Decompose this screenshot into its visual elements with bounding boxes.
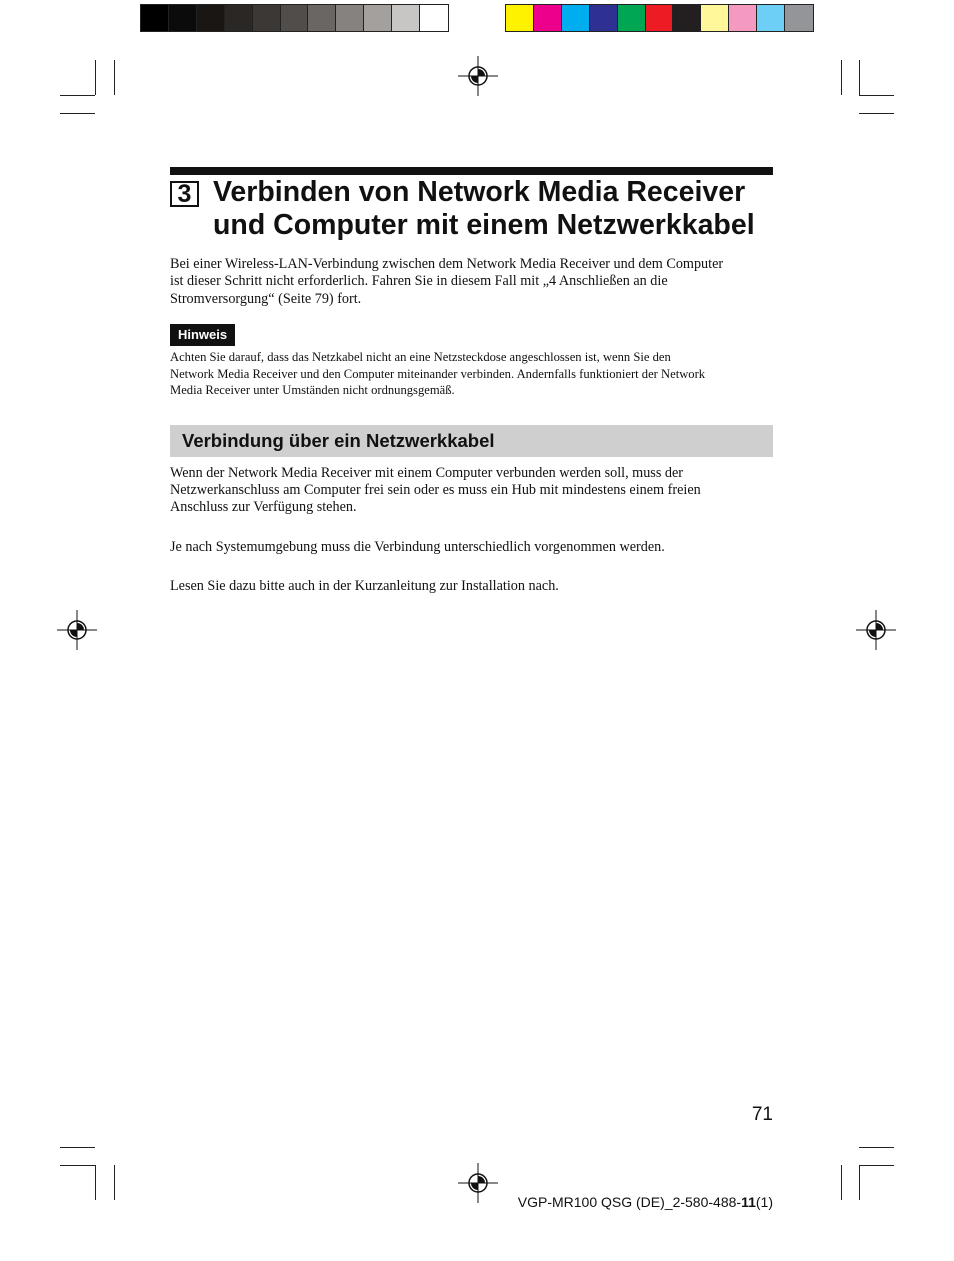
intro-line: ist dieser Schritt nicht erforderlich. Fahren Sie in diesem Fall mit „4 Anschließen an die	[170, 273, 668, 289]
grayscale-swatch	[364, 5, 392, 31]
grayscale-swatch	[392, 5, 420, 31]
grayscale-swatch	[281, 5, 309, 31]
footer-code-suffix: (1)	[755, 1194, 773, 1210]
intro-line: Bei einer Wireless-LAN-Verbindung zwischen dem Network Media Receiver und dem Computer	[170, 256, 724, 272]
color-swatch	[506, 5, 534, 31]
footer-document-code	[480, 1193, 773, 1211]
color-swatch	[701, 5, 729, 31]
footer-code-prefix: VGP-MR100 QSG (DE)_2-580-488-	[517, 1194, 742, 1210]
title-rule	[170, 167, 773, 175]
paragraph-line: Anschluss zur Verfügung stehen.	[170, 499, 357, 515]
title-line: Verbinden von Network Media Receiver	[213, 176, 746, 208]
color-calibration-bar	[505, 4, 814, 32]
grayscale-swatch	[141, 5, 169, 31]
section-paragraph-3: Lesen Sie dazu bitte auch in der Kurzanleitung zur Installation nach.	[170, 578, 559, 594]
note-line: Achten Sie darauf, dass das Netzkabel nicht an eine Netzsteckdose angeschlossen ist, wenn Sie den	[170, 350, 671, 364]
color-swatch	[534, 5, 562, 31]
grayscale-swatch	[253, 5, 281, 31]
note-line: Network Media Receiver und den Computer miteinander verbinden. Andernfalls funktioniert der Network	[170, 366, 706, 381]
grayscale-swatch	[169, 5, 197, 31]
color-swatch	[646, 5, 674, 31]
title-line: und Computer mit einem Netzwerkkabel	[213, 209, 755, 241]
grayscale-swatch	[225, 5, 253, 31]
step-number-box: 3	[170, 181, 199, 207]
footer-code-bold: 11	[741, 1194, 756, 1210]
section-paragraph-2: Je nach Systemumgebung muss die Verbindung unterschiedlich vorgenommen werden.	[170, 539, 665, 555]
color-swatch	[673, 5, 701, 31]
color-swatch	[785, 5, 813, 31]
paragraph-line: Netzwerkanschluss am Computer frei sein oder es muss ein Hub mit mindestens einem freien	[170, 482, 701, 498]
registration-mark-top-icon	[458, 56, 498, 96]
page-number: 71	[751, 1104, 773, 1125]
paragraph-line: Wenn der Network Media Receiver mit einem Computer verbunden werden soll, muss der	[170, 465, 684, 481]
color-swatch	[590, 5, 618, 31]
section-paragraph-1	[170, 465, 773, 516]
registration-mark-right-icon	[856, 610, 896, 650]
section-heading: Verbindung über ein Netzwerkkabel	[182, 430, 495, 451]
intro-line: Stromversorgung“ (Seite 79) fort.	[170, 291, 362, 307]
note-label: Hinweis	[170, 324, 235, 346]
grayscale-swatch	[197, 5, 225, 31]
note-line: Media Receiver unter Umständen nicht ordnungsgemäß.	[170, 383, 455, 397]
intro-paragraph	[170, 256, 773, 308]
registration-mark-left-icon	[57, 610, 97, 650]
color-swatch	[757, 5, 785, 31]
color-swatch	[562, 5, 590, 31]
color-swatch	[618, 5, 646, 31]
color-swatch	[729, 5, 757, 31]
note-text	[170, 349, 773, 399]
grayscale-swatch	[308, 5, 336, 31]
section-heading-bar	[170, 425, 773, 457]
grayscale-swatch	[336, 5, 364, 31]
grayscale-calibration-bar	[140, 4, 449, 32]
grayscale-swatch	[420, 5, 448, 31]
page-title	[213, 176, 783, 242]
